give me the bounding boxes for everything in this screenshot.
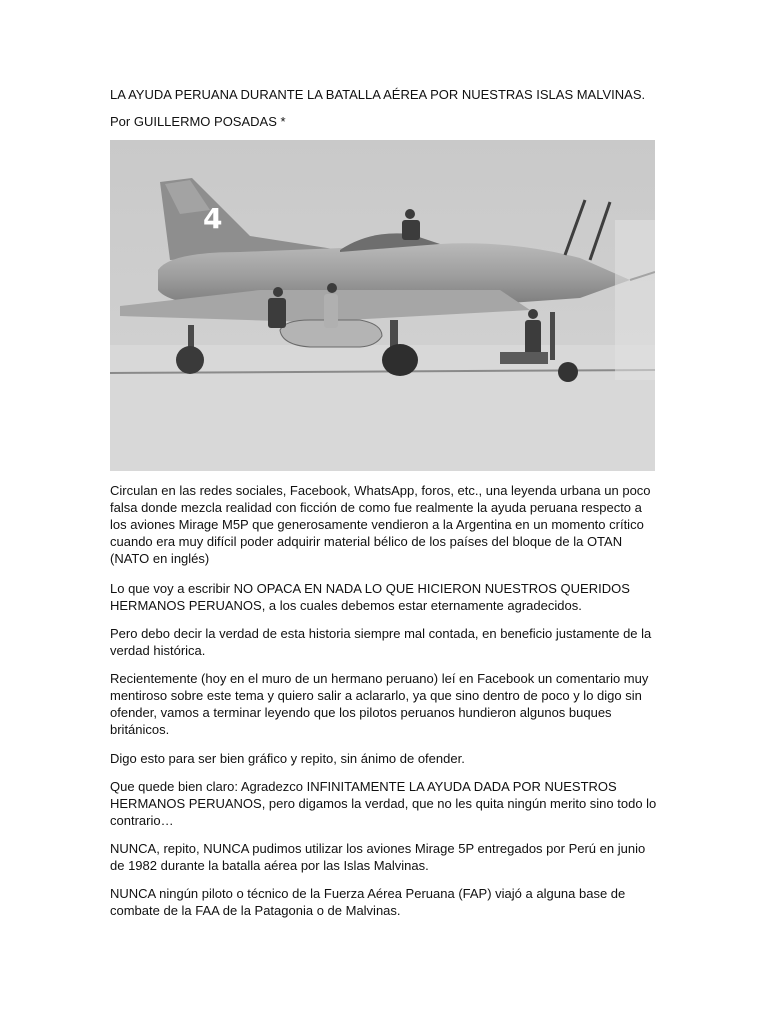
document-author: Por GUILLERMO POSADAS * xyxy=(110,114,286,129)
main-wheel-left xyxy=(176,346,204,374)
paragraph-1: Circulan en las redes sociales, Facebook, WhatsApp, foros, etc., una leyenda urbana un poco falsa donde mezcla realidad con ficción de como fue realmente la ayuda peruana respecto a los aviones Mirage M5P que generosamente vendieron a la Argentina en un momento crítico cuando era muy difícil poder adquirir material bélico de los países del bloque de la OTAN (NATO en inglés) xyxy=(110,483,651,566)
paragraph-4: Recientemente (hoy en el muro de un hermano peruano) leí en Facebook un comentario muy mentiroso sobre este tema y quiero salir a aclararlo, ya que sino dentro de poco y lo digo sin ofender, vamos a terminar leyendo que los pilotos peruanos hundieron algunos buques británicos. xyxy=(110,671,649,737)
paragraph-3: Pero debo decir la verdad de esta historia siempre mal contada, en beneficio justamente de la verdad histórica. xyxy=(110,626,652,658)
main-wheel-right xyxy=(382,344,418,376)
aircraft-photo xyxy=(110,140,655,471)
document-title: LA AYUDA PERUANA DURANTE LA BATALLA AÉREA POR NUESTRAS ISLAS MALVINAS. xyxy=(110,87,646,102)
tow-cart xyxy=(500,352,548,364)
aircraft-photo-drawing xyxy=(110,140,655,471)
tail-marking: 4 xyxy=(203,202,223,235)
paragraph-5: Digo esto para ser bien gráfico y repito, sin ánimo de ofender. xyxy=(110,751,465,766)
paragraph-8: NUNCA ningún piloto o técnico de la Fuerza Aérea Peruana (FAP) viajó a alguna base de combate de la FAA de la Patagonia o de Malvinas. xyxy=(110,886,626,918)
paragraph-6: Que quede bien claro: Agradezco INFINITAMENTE LA AYUDA DADA POR NUESTROS HERMANOS PERUANOS, pero digamos la verdad, que no les quita ningún merito sino todo lo contrario… xyxy=(110,779,657,828)
paragraph-7: NUNCA, repito, NUNCA pudimos utilizar los aviones Mirage 5P entregados por Perú en junio de 1982 durante la batalla aérea por las Islas Malvinas. xyxy=(110,841,646,873)
paragraph-2: Lo que voy a escribir NO OPACA EN NADA LO QUE HICIERON NUESTROS QUERIDOS HERMANOS PERUANOS, a los cuales debemos estar eternamente agradecidos. xyxy=(110,581,630,613)
nose-wheel xyxy=(558,362,578,382)
